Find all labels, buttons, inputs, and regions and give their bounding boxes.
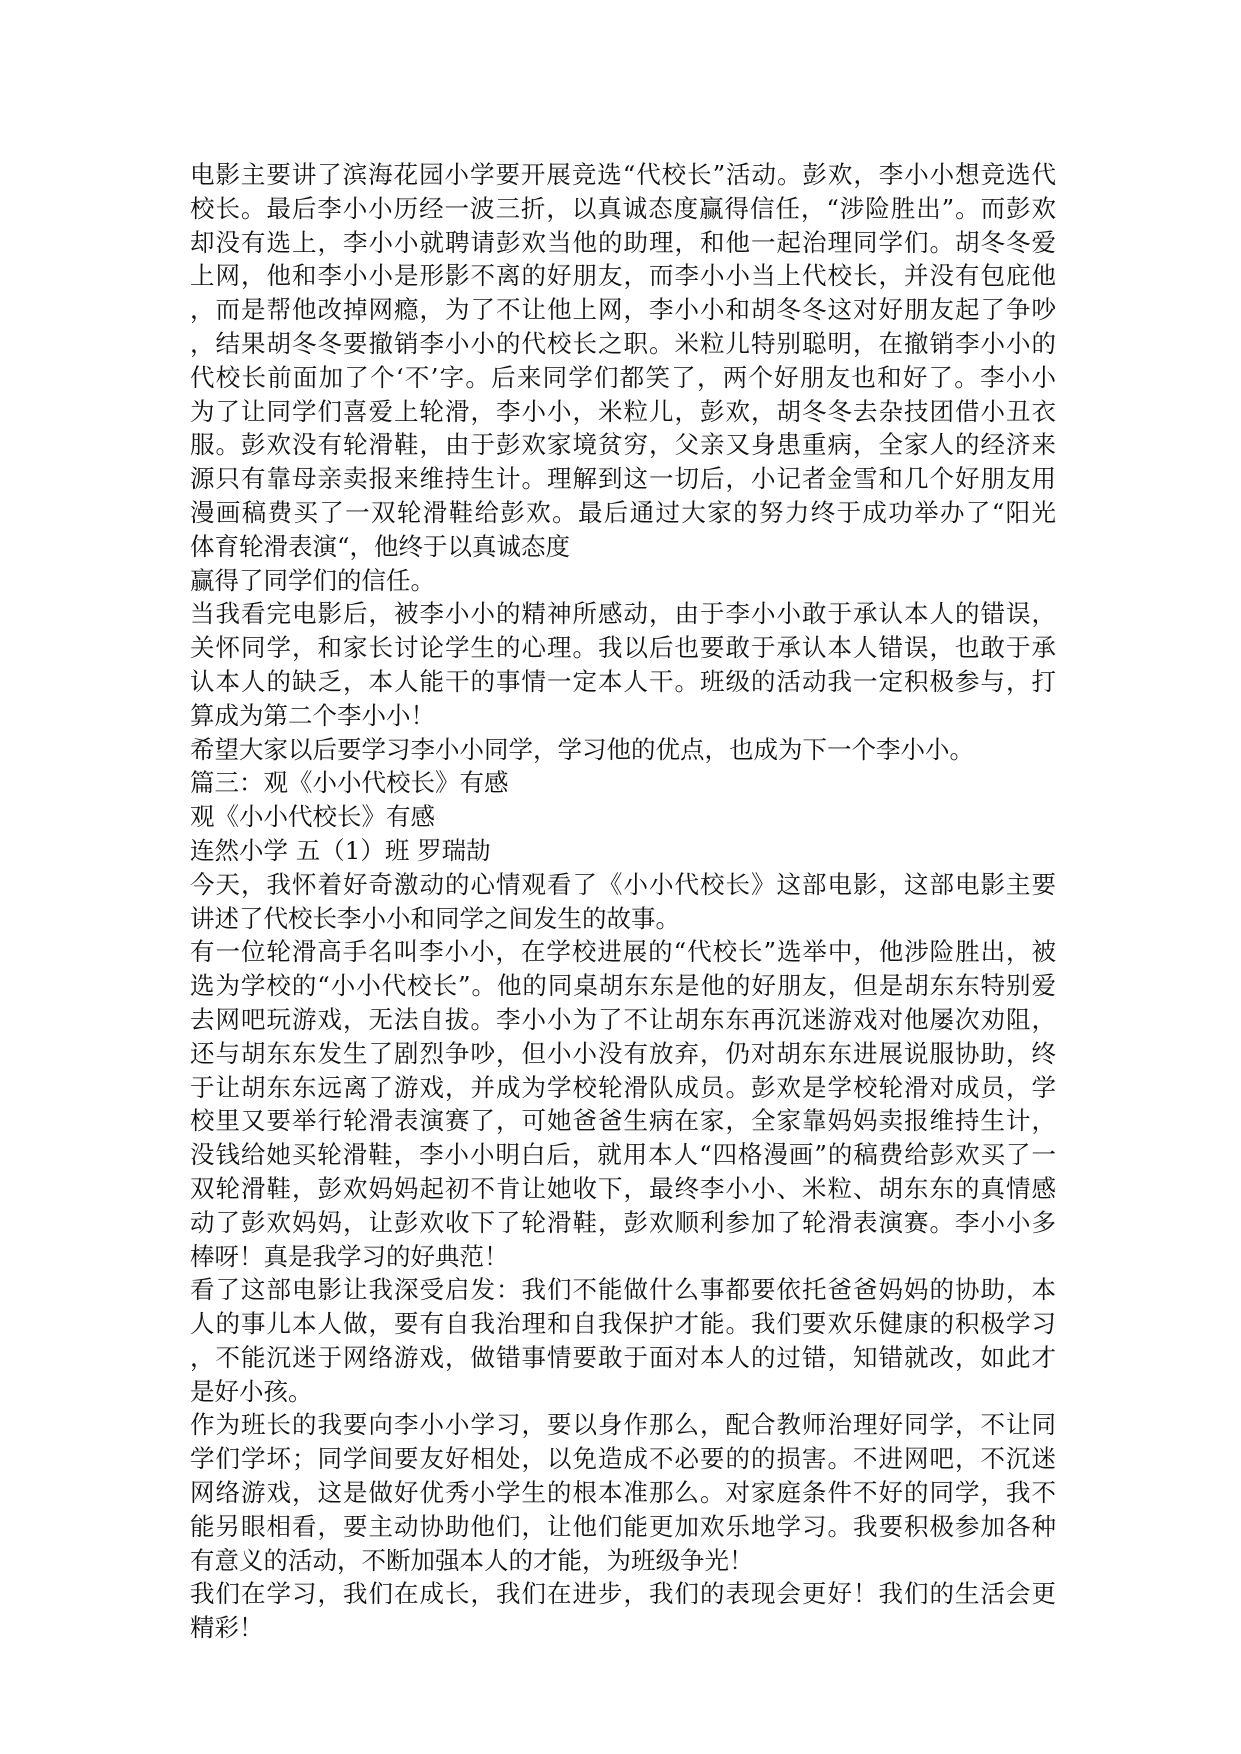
text-line: 学们学坏；同学间要友好相处，以免造成不必要的的损害。不进网吧，不沉迷: [190, 1444, 1056, 1474]
text-line: 体育轮滑表演“，他终于以真诚态度: [190, 531, 571, 561]
text-line: 网络游戏，这是做好优秀小学生的根本准那么。对家庭条件不好的同学，我不: [190, 1478, 1056, 1508]
text-line: 为了让同学们喜爱上轮滑，李小小，米粒儿，彭欢，胡冬冬去杂技团借小丑衣: [190, 396, 1056, 426]
text-line: 没钱给她买轮滑鞋，李小小明白后，就用本人“四格漫画”的稿费给彭欢买了一: [190, 1140, 1056, 1170]
text-line: 双轮滑鞋，彭欢妈妈起初不肯让她收下，最终李小小、米粒、胡东东的真情感: [190, 1173, 1056, 1203]
text-line: 精彩！: [190, 1613, 264, 1643]
text-line: 棒呀！真是我学习的好典范！: [190, 1241, 509, 1271]
text-line: 我们在学习，我们在成长，我们在进步，我们的表现会更好！我们的生活会更: [190, 1579, 1056, 1609]
text-line: 是好小孩。: [190, 1376, 313, 1406]
text-line: 有一位轮滑高手名叫李小小，在学校进展的“代校长”选举中，他涉险胜出，被: [190, 937, 1056, 967]
text-line: 关怀同学，和家长讨论学生的心理。我以后也要敢于承认本人错误，也敢于承: [190, 633, 1056, 663]
text-line: 讲述了代校长李小小和同学之间发生的故事。: [190, 903, 680, 933]
text-line: ，不能沉迷于网络游戏，做错事情要敢于面对本人的过错，知错就改，如此才: [190, 1342, 1056, 1372]
text-line: 源只有靠母亲卖报来维持生计。理解到这一切后，小记者金雪和几个好朋友用: [190, 464, 1056, 494]
text-line: 赢得了同学们的信任。: [190, 565, 435, 595]
text-line: 漫画稿费买了一双轮滑鞋给彭欢。最后通过大家的努力终于成功举办了“阳光: [190, 497, 1056, 527]
text-line: ，而是帮他改掉网瘾，为了不让他上网，李小小和胡冬冬这对好朋友起了争吵: [190, 295, 1056, 325]
article-title: 观《小小代校长》有感: [190, 802, 435, 832]
text-line: 当我看完电影后，被李小小的精神所感动，由于李小小敢于承认本人的错误，: [190, 599, 1056, 629]
text-line: 于让胡东东远离了游戏，并成为学校轮滑队成员。彭欢是学校轮滑对成员，学: [190, 1072, 1056, 1102]
text-line: 还与胡东东发生了剧烈争吵，但小小没有放弃，仍对胡东东进展说服协助，终: [190, 1038, 1056, 1068]
text-line: 上网，他和李小小是形影不离的好朋友，而李小小当上代校长，并没有包庇他: [190, 261, 1056, 291]
text-line: ，结果胡冬冬要撤销李小小的代校长之职。米粒儿特别聪明，在撤销李小小的: [190, 328, 1056, 358]
text-line: 看了这部电影让我深受启发：我们不能做什么事都要依托爸爸妈妈的协助，本: [190, 1275, 1056, 1305]
text-line: 作为班长的我要向李小小学习，要以身作那么，配合教师治理好同学，不让同: [190, 1410, 1056, 1440]
author-line: 连然小学 五（1）班 罗瑞劼: [190, 835, 491, 865]
text-line: 代校长前面加了个‘不’字。后来同学们都笑了，两个好朋友也和好了。李小小: [190, 362, 1056, 392]
text-line: 去网吧玩游戏，无法自拔。李小小为了不让胡东东再沉迷游戏对他屡次劝阻，: [190, 1004, 1056, 1034]
text-line: 动了彭欢妈妈，让彭欢收下了轮滑鞋，彭欢顺利参加了轮滑表演赛。李小小多: [190, 1207, 1056, 1237]
text-line: 能另眼相看，要主动协助他们，让他们能更加欢乐地学习。我要积极参加各种: [190, 1511, 1056, 1541]
text-line: 认本人的缺乏，本人能干的事情一定本人干。班级的活动我一定积极参与，打: [190, 666, 1056, 696]
text-line: 算成为第二个李小小！: [190, 700, 435, 730]
text-line: 有意义的活动，不断加强本人的才能，为班级争光！: [190, 1545, 754, 1575]
text-line: 却没有选上，李小小就聘请彭欢当他的助理，和他一起治理同学们。胡冬冬爱: [190, 227, 1056, 257]
section-heading: 篇三：观《小小代校长》有感: [190, 768, 509, 798]
text-line: 今天，我怀着好奇激动的心情观看了《小小代校长》这部电影，这部电影主要: [190, 869, 1056, 899]
text-line: 校里又要举行轮滑表演赛了，可她爸爸生病在家，全家靠妈妈卖报维持生计，: [190, 1106, 1056, 1136]
document-page: [190, 158, 1056, 1645]
text-line: 人的事儿本人做，要有自我治理和自我保护才能。我们要欢乐健康的积极学习: [190, 1309, 1056, 1339]
text-line: 希望大家以后要学习李小小同学，学习他的优点，也成为下一个李小小。: [190, 734, 974, 764]
text-line: 校长。最后李小小历经一波三折，以真诚态度赢得信任，“涉险胜出”。而彭欢: [190, 193, 1056, 223]
text-line: 选为学校的“小小代校长”。他的同桌胡东东是他的好朋友，但是胡东东特别爱: [190, 971, 1056, 1001]
text-line: 服。彭欢没有轮滑鞋，由于彭欢家境贫穷，父亲又身患重病，全家人的经济来: [190, 430, 1056, 460]
text-line: 电影主要讲了滨海花园小学要开展竞选“代校长”活动。彭欢，李小小想竞选代: [190, 160, 1056, 189]
